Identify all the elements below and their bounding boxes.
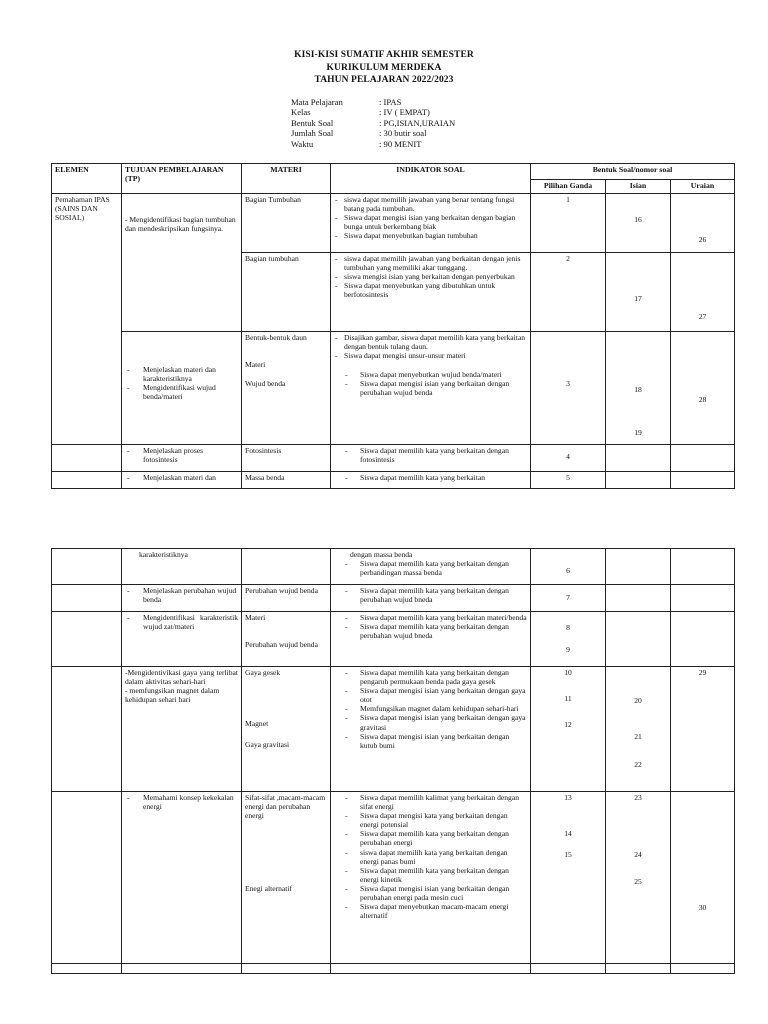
- uraian-cell: [671, 612, 735, 667]
- isian-cell: [606, 964, 671, 974]
- elemen-cell: [52, 792, 122, 964]
- table-row: [52, 612, 735, 667]
- tp-text: karakteristiknya: [139, 550, 188, 559]
- table-row: [52, 332, 735, 445]
- pg-number: 6: [566, 566, 570, 575]
- materi-text: Wujud benda: [245, 379, 286, 389]
- tp-cell: [122, 194, 242, 332]
- pg-cell: 5: [531, 472, 606, 489]
- meta-key: Jumlah Soal: [291, 128, 334, 139]
- pg-cell: [531, 612, 606, 667]
- indikator-cell: [331, 612, 531, 667]
- pg-number: 3: [566, 379, 570, 388]
- pg-number: 15: [564, 850, 572, 860]
- elemen-cell: [52, 964, 122, 974]
- col-tp: TUJUAN PEMBELAJARAN (TP): [122, 164, 242, 194]
- col-pilihan-ganda: Pilihan Ganda: [531, 180, 606, 194]
- tp-cell: [122, 964, 242, 974]
- indikator-item: - Memfungsikan magnet dalam kehidupan sehari-hari: [344, 704, 527, 713]
- uraian-cell: [671, 585, 735, 612]
- materi-text: Sifat-sifat ,macam-macam energi dan perubahan energi: [245, 793, 326, 821]
- pg-number: 7: [566, 593, 570, 602]
- indikator-item: - Disajikan gambar, siswa dapat memilih kata yang berkaitan dengan bentuk tulang daun.: [334, 333, 527, 351]
- indikator-item: - Siswa dapat menyebutkan yang dibutuhkan untuk berfotosintesis: [334, 281, 527, 299]
- table-row: [52, 472, 735, 489]
- elemen-cell: [52, 612, 122, 667]
- uraian-cell: [671, 549, 735, 585]
- uraian-cell: [671, 332, 735, 445]
- indikator-item: - Siswa dapat memilih kata yang berkaitan dengan pengaruh permukaan benda pada gaya gesek: [344, 668, 527, 686]
- uraian-cell: [671, 445, 735, 472]
- tp-item: - Menjelaskan materi dan karakteristiknya: [125, 365, 238, 383]
- indikator-cell: [331, 445, 531, 472]
- materi-cell: Massa benda: [242, 472, 331, 489]
- indikator-item: - Siswa dapat mengisi isian yang berkaitan dengan perubahan wujud benda: [344, 379, 527, 397]
- materi-cell: [242, 667, 331, 792]
- indikator-item: - Siswa dapat mengisi kata yang berkaitan dengan energi potensial: [344, 811, 527, 829]
- tp-item: - Mengidentifikasi wujud benda/materi: [125, 383, 238, 401]
- pg-cell: [531, 964, 606, 974]
- tp-item: - Mengidentifikasi karakteristik wujud zat/materi: [125, 613, 238, 631]
- meta-key: Mata Pelajaran: [291, 97, 343, 107]
- indikator-item: - Siswa dapat memilih kata yang berkaitan dengan perubahan wujud bneda: [344, 622, 527, 640]
- indikator-cell: [331, 667, 531, 792]
- materi-text: Magnet: [245, 719, 269, 729]
- indikator-item: - Siswa dapat memilih kata yang berkaitan dengan perbandingan massa benda: [344, 559, 527, 577]
- tp-cell: [122, 792, 242, 964]
- indikator-cell: [331, 332, 531, 445]
- indikator-item: - Siswa dapat mengisi isian yang berkaitan dengan gaya gravitasi: [344, 713, 527, 731]
- pg-cell: 2: [531, 253, 606, 332]
- kisi-table-page-1: [51, 163, 735, 489]
- materi-text: Enegi alternatif: [245, 884, 293, 894]
- col-uraian: Uraian: [671, 180, 735, 194]
- materi-cell: [242, 549, 331, 585]
- meta-row: [291, 97, 455, 107]
- indikator-item: - Siswa dapat memilih kata yang berkaitan dengan perubahan energi: [344, 829, 527, 847]
- indikator-item: - Siswa dapat mengisi isian yang berkaitan dengan gaya otot: [344, 686, 527, 704]
- isian-number: 21: [634, 732, 642, 742]
- pg-cell: [531, 549, 606, 585]
- pg-number: 13: [564, 793, 572, 802]
- meta-value: : 30 butir soal: [379, 128, 427, 139]
- isian-number: 18: [634, 385, 642, 394]
- indikator-item: - Siswa dapat menyebutkan wujud benda/materi: [344, 370, 527, 379]
- uraian-cell: [671, 253, 735, 332]
- tp-item: - Menjelaskan perubahan wujud benda: [125, 586, 238, 604]
- table-row: [52, 667, 735, 792]
- indikator-item: - Siswa dapat memilih kata yang berkaitan: [344, 473, 527, 482]
- indikator-item: - siswa dapat memilih jawaban yang berkaitan dengan jenis tumbuhan yang memiliki akar tunggang.: [334, 254, 527, 272]
- uraian-cell: [671, 472, 735, 489]
- table-row: [52, 585, 735, 612]
- indikator-item: - Siswa dapat memilih kata yang berkaitan dengan perubahan wujud bneda: [344, 586, 527, 604]
- isian-number: 19: [634, 428, 642, 438]
- pg-cell: [531, 332, 606, 445]
- isian-cell: [606, 472, 671, 489]
- uraian-number: 27: [698, 312, 707, 321]
- isian-cell: [606, 549, 671, 585]
- tp-cell: [122, 549, 242, 585]
- col-elemen: ELEMEN: [52, 164, 122, 194]
- indikator-item: - Siswa dapat mengisi unsur-unsur materi: [334, 351, 527, 360]
- isian-cell: [606, 612, 671, 667]
- meta-row: [291, 128, 455, 138]
- col-bentuk-soal: Bentuk Soal/nomor soal: [531, 164, 735, 180]
- pg-number: 9: [566, 645, 570, 655]
- indikator-item: - siswa dapat memilih kata yang berkaitan dengan energi panas bumi: [344, 848, 527, 866]
- isian-cell: [606, 253, 671, 332]
- indikator-item: - Siswa dapat mengisi isian yang berkaitan dengan perubahan energi pada mesin cuci: [344, 884, 527, 902]
- tp-text: - Mengidentifikasi bagian tumbuhan dan mendeskripsikan fungsinya.: [125, 215, 236, 234]
- indikator-cell: [331, 585, 531, 612]
- indikator-cell: [331, 472, 531, 489]
- uraian-number: 30: [698, 903, 707, 912]
- table-row: [52, 792, 735, 964]
- isian-number: 23: [634, 793, 642, 802]
- isian-cell: [606, 585, 671, 612]
- table-row: [52, 549, 735, 585]
- indikator-cell: [331, 253, 531, 332]
- pg-number: 11: [564, 694, 572, 704]
- pg-cell: [531, 585, 606, 612]
- doc-year: TAHUN PELAJARAN 2022/2023: [314, 75, 454, 85]
- meta-key: Bentuk Soal: [291, 117, 334, 128]
- pg-cell: [531, 445, 606, 472]
- col-indikator: INDIKATOR SOAL: [331, 164, 531, 194]
- doc-curriculum: KURIKULUM MERDEKA: [326, 63, 442, 73]
- materi-cell: Fotosintesis: [242, 445, 331, 472]
- materi-text: Materi: [245, 360, 266, 370]
- indikator-cell: [331, 964, 531, 974]
- indikator-item: - Siswa dapat mengisi isian yang berkaitan dengan bagian bunga untuk berkembang biak: [334, 213, 527, 231]
- indikator-continued: dengan massa benda: [350, 550, 413, 559]
- pg-number: 12: [564, 720, 572, 730]
- tp-cell: [122, 585, 242, 612]
- uraian-number: 28: [698, 395, 707, 404]
- isian-cell: [606, 332, 671, 445]
- indikator-item: - Siswa dapat menyebutkan bagian tumbuhan: [334, 231, 527, 240]
- indikator-cell: [331, 549, 531, 585]
- elemen-cell: Pemahaman IPAS (SAINS DAN SOSIAL): [52, 194, 122, 445]
- uraian-cell: [671, 792, 735, 964]
- isian-number: 24: [634, 850, 642, 860]
- meta-value: : IV ( EMPAT): [379, 107, 430, 118]
- tp-text: -Mengidentivikasi gaya yang terlibat dalam aktivitas sehari-hari: [125, 668, 238, 687]
- materi-cell: [242, 964, 331, 974]
- uraian-cell: [671, 964, 735, 974]
- isian-cell: [606, 792, 671, 964]
- meta-value: : IPAS: [379, 97, 402, 107]
- meta-row: [291, 107, 455, 117]
- tp-item: - Menjelaskan proses fotosintesis: [125, 446, 238, 464]
- pg-cell: [531, 792, 606, 964]
- tp-cell: [122, 667, 242, 792]
- indikator-item: - Siswa dapat mengisi isian yang berkaitan dengan kutub bumi: [344, 732, 527, 750]
- tp-item: - Menjelaskan materi dan: [125, 473, 238, 482]
- materi-text: Gaya gravitasi: [245, 740, 290, 750]
- meta-row: [291, 139, 455, 149]
- meta-value: : PG,ISIAN,URAIAN: [379, 117, 456, 128]
- tp-cell: [122, 445, 242, 472]
- materi-cell: [242, 332, 331, 445]
- doc-title: KISI-KISI SUMATIF AKHIR SEMESTER: [294, 50, 474, 60]
- isian-number: 16: [634, 215, 642, 224]
- materi-cell: Bagian tumbuhan: [242, 253, 331, 332]
- tp-cell: [122, 332, 242, 445]
- elemen-cell: [52, 472, 122, 489]
- materi-text: Perubahan wujud benda: [245, 640, 318, 650]
- pg-number: 10: [564, 668, 572, 677]
- indikator-cell: [331, 792, 531, 964]
- elemen-cell: [52, 667, 122, 792]
- isian-number: 22: [634, 760, 642, 770]
- isian-cell: [606, 194, 671, 253]
- kisi-table-page-2: [51, 548, 735, 974]
- indikator-cell: [331, 194, 531, 253]
- meta-key: Kelas: [291, 107, 311, 118]
- pg-number: 8: [566, 623, 570, 632]
- indikator-item: - Siswa dapat memilih kata yang berkaitan dengan energi kinetik: [344, 866, 527, 884]
- indikator-item: - siswa dapat memilih jawaban yang benar tentang fungsi batang pada tumbuhan.: [334, 195, 527, 213]
- elemen-cell: [52, 549, 122, 585]
- uraian-number: 26: [698, 235, 707, 244]
- elemen-cell: [52, 585, 122, 612]
- materi-cell: [242, 792, 331, 964]
- materi-text: Materi: [245, 613, 266, 622]
- meta-key: Waktu: [291, 138, 314, 149]
- tp-cell: [122, 612, 242, 667]
- col-materi: MATERI: [242, 164, 331, 194]
- pg-cell: [531, 667, 606, 792]
- table-row: [52, 194, 735, 253]
- table-row: [52, 964, 735, 974]
- pg-number: 4: [566, 452, 570, 461]
- meta-info: [291, 97, 455, 149]
- materi-cell: Bagian Tumbuhan: [242, 194, 331, 253]
- materi-cell: Perubahan wujud benda: [242, 585, 331, 612]
- indikator-item: - Siswa dapat memilih kata yang berkaitan dengan fotosintesis: [344, 446, 527, 464]
- pg-number: 14: [564, 829, 572, 839]
- tp-cell: [122, 472, 242, 489]
- isian-cell: [606, 667, 671, 792]
- indikator-item: - Siswa dapat menyebutkan macam-macam energi alternatif: [344, 902, 527, 920]
- meta-row: [291, 118, 455, 128]
- isian-number: 25: [634, 877, 642, 887]
- indikator-item: - Siswa dapat memilih kata yang berkaitan materi/benda: [344, 613, 527, 622]
- uraian-cell: 29: [671, 667, 735, 792]
- pg-cell: 1: [531, 194, 606, 253]
- tp-text: - memfungsikan magnet dalam kehidupan sehari hari: [125, 686, 220, 705]
- uraian-cell: [671, 194, 735, 253]
- materi-text: Gaya gesek: [245, 668, 281, 677]
- isian-number: 20: [634, 696, 642, 705]
- isian-cell: [606, 445, 671, 472]
- elemen-cell: [52, 445, 122, 472]
- table-row: [52, 445, 735, 472]
- isian-number: 17: [634, 294, 642, 303]
- indikator-item: - siswa mengisi isian yang berkaitan dengan penyerbukan: [334, 272, 527, 281]
- materi-text: Bentuk-bentuk daun: [245, 333, 307, 342]
- indikator-item: - Siswa dapat memilih kalimat yang berkaitan dengan sifat energi: [344, 793, 527, 811]
- materi-cell: [242, 612, 331, 667]
- col-isian: Isian: [606, 180, 671, 194]
- tp-item: - Memahami konsep kekekalan energi: [125, 793, 238, 811]
- meta-value: : 90 MENIT: [379, 138, 422, 149]
